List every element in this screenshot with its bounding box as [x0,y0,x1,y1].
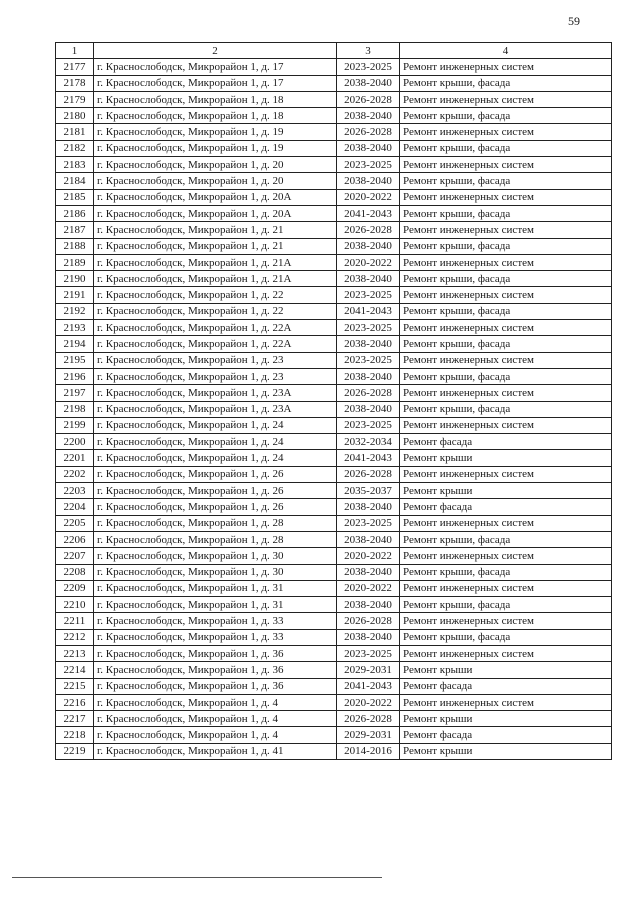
row-number: 2209 [56,580,94,596]
work-type-cell: Ремонт инженерных систем [400,222,612,238]
table-row [56,287,612,303]
row-number: 2188 [56,238,94,254]
row-number: 2218 [56,727,94,743]
period-cell: 2023-2025 [337,320,400,336]
period-cell: 2038-2040 [337,271,400,287]
work-type-cell: Ремонт фасада [400,434,612,450]
row-number: 2178 [56,75,94,91]
period-cell: 2020-2022 [337,580,400,596]
work-type-cell: Ремонт крыши, фасада [400,597,612,613]
address-cell: г. Краснослободск, Микрорайон 1, д. 24 [94,450,337,466]
work-type-cell: Ремонт крыши, фасада [400,108,612,124]
work-type-cell: Ремонт крыши, фасада [400,173,612,189]
row-number: 2190 [56,271,94,287]
work-type-cell: Ремонт крыши, фасада [400,336,612,352]
period-cell: 2038-2040 [337,108,400,124]
period-cell: 2029-2031 [337,727,400,743]
work-type-cell: Ремонт крыши, фасада [400,140,612,156]
table-row [56,743,612,759]
work-type-cell: Ремонт фасада [400,678,612,694]
period-cell: 2029-2031 [337,662,400,678]
table-row [56,401,612,417]
row-number: 2207 [56,548,94,564]
period-cell: 2038-2040 [337,238,400,254]
row-number: 2200 [56,434,94,450]
work-type-cell: Ремонт крыши, фасада [400,401,612,417]
row-number: 2194 [56,336,94,352]
period-cell: 2038-2040 [337,564,400,580]
row-number: 2205 [56,515,94,531]
address-cell: г. Краснослободск, Микрорайон 1, д. 22 [94,303,337,319]
column-header-number: 1 [56,43,94,59]
period-cell: 2035-2037 [337,483,400,499]
table-row [56,91,612,107]
table-row [56,645,612,661]
address-cell: г. Краснослободск, Микрорайон 1, д. 22А [94,320,337,336]
work-type-cell: Ремонт крыши, фасада [400,238,612,254]
work-type-cell: Ремонт инженерных систем [400,645,612,661]
row-number: 2183 [56,157,94,173]
row-number: 2199 [56,417,94,433]
period-cell: 2023-2025 [337,352,400,368]
row-number: 2185 [56,189,94,205]
period-cell: 2041-2043 [337,678,400,694]
column-header-period: 3 [337,43,400,59]
period-cell: 2041-2043 [337,205,400,221]
row-number: 2181 [56,124,94,140]
address-cell: г. Краснослободск, Микрорайон 1, д. 19 [94,124,337,140]
work-type-cell: Ремонт крыши, фасада [400,629,612,645]
period-cell: 2023-2025 [337,645,400,661]
period-cell: 2023-2025 [337,417,400,433]
row-number: 2211 [56,613,94,629]
row-number: 2186 [56,205,94,221]
work-type-cell: Ремонт инженерных систем [400,254,612,270]
table-row [56,352,612,368]
period-cell: 2041-2043 [337,450,400,466]
row-number: 2215 [56,678,94,694]
table-body [56,59,612,760]
work-type-cell: Ремонт крыши, фасада [400,75,612,91]
address-cell: г. Краснослободск, Микрорайон 1, д. 23 [94,352,337,368]
row-number: 2193 [56,320,94,336]
period-cell: 2026-2028 [337,466,400,482]
work-type-cell: Ремонт крыши [400,711,612,727]
address-cell: г. Краснослободск, Микрорайон 1, д. 36 [94,678,337,694]
work-type-cell: Ремонт инженерных систем [400,613,612,629]
period-cell: 2038-2040 [337,499,400,515]
row-number: 2198 [56,401,94,417]
period-cell: 2023-2025 [337,59,400,75]
period-cell: 2032-2034 [337,434,400,450]
period-cell: 2038-2040 [337,140,400,156]
address-cell: г. Краснослободск, Микрорайон 1, д. 17 [94,59,337,75]
row-number: 2217 [56,711,94,727]
table-row [56,336,612,352]
address-cell: г. Краснослободск, Микрорайон 1, д. 30 [94,564,337,580]
period-cell: 2020-2022 [337,694,400,710]
work-type-cell: Ремонт фасада [400,499,612,515]
address-cell: г. Краснослободск, Микрорайон 1, д. 18 [94,108,337,124]
period-cell: 2038-2040 [337,368,400,384]
address-cell: г. Краснослободск, Микрорайон 1, д. 23А [94,401,337,417]
table-row [56,678,612,694]
table-row [56,499,612,515]
table-row [56,613,612,629]
table-row [56,108,612,124]
table-row [56,531,612,547]
address-cell: г. Краснослободск, Микрорайон 1, д. 33 [94,629,337,645]
address-cell: г. Краснослободск, Микрорайон 1, д. 33 [94,613,337,629]
work-type-cell: Ремонт крыши, фасада [400,531,612,547]
address-cell: г. Краснослободск, Микрорайон 1, д. 21А [94,271,337,287]
table-row [56,368,612,384]
work-type-cell: Ремонт крыши [400,743,612,759]
table-row [56,59,612,75]
work-type-cell: Ремонт крыши, фасада [400,271,612,287]
row-number: 2203 [56,483,94,499]
work-type-cell: Ремонт инженерных систем [400,320,612,336]
table-row [56,124,612,140]
period-cell: 2020-2022 [337,548,400,564]
table-row [56,417,612,433]
work-type-cell: Ремонт инженерных систем [400,580,612,596]
work-type-cell: Ремонт инженерных систем [400,157,612,173]
table-row [56,629,612,645]
work-type-cell: Ремонт инженерных систем [400,385,612,401]
repair-schedule-table [55,42,612,760]
work-type-cell: Ремонт инженерных систем [400,694,612,710]
period-cell: 2038-2040 [337,75,400,91]
table-row [56,711,612,727]
row-number: 2204 [56,499,94,515]
row-number: 2189 [56,254,94,270]
row-number: 2195 [56,352,94,368]
address-cell: г. Краснослободск, Микрорайон 1, д. 26 [94,483,337,499]
work-type-cell: Ремонт крыши, фасада [400,205,612,221]
table-header-row [56,43,612,59]
table-row [56,483,612,499]
address-cell: г. Краснослободск, Микрорайон 1, д. 31 [94,580,337,596]
table-row [56,75,612,91]
row-number: 2197 [56,385,94,401]
period-cell: 2038-2040 [337,597,400,613]
work-type-cell: Ремонт крыши, фасада [400,564,612,580]
address-cell: г. Краснослободск, Микрорайон 1, д. 30 [94,548,337,564]
address-cell: г. Краснослободск, Микрорайон 1, д. 4 [94,694,337,710]
period-cell: 2026-2028 [337,222,400,238]
row-number: 2212 [56,629,94,645]
row-number: 2191 [56,287,94,303]
address-cell: г. Краснослободск, Микрорайон 1, д. 26 [94,499,337,515]
row-number: 2210 [56,597,94,613]
period-cell: 2038-2040 [337,401,400,417]
work-type-cell: Ремонт крыши, фасада [400,368,612,384]
period-cell: 2038-2040 [337,531,400,547]
table-row [56,205,612,221]
row-number: 2202 [56,466,94,482]
table-row [56,662,612,678]
column-header-address: 2 [94,43,337,59]
address-cell: г. Краснослободск, Микрорайон 1, д. 17 [94,75,337,91]
table-row [56,140,612,156]
table-row [56,385,612,401]
address-cell: г. Краснослободск, Микрорайон 1, д. 23А [94,385,337,401]
period-cell: 2023-2025 [337,287,400,303]
work-type-cell: Ремонт инженерных систем [400,59,612,75]
period-cell: 2041-2043 [337,303,400,319]
period-cell: 2026-2028 [337,711,400,727]
row-number: 2196 [56,368,94,384]
work-type-cell: Ремонт крыши [400,483,612,499]
work-type-cell: Ремонт инженерных систем [400,515,612,531]
period-cell: 2038-2040 [337,629,400,645]
table-row [56,189,612,205]
address-cell: г. Краснослободск, Микрорайон 1, д. 19 [94,140,337,156]
table-row [56,597,612,613]
row-number: 2177 [56,59,94,75]
table-row [56,238,612,254]
table-row [56,157,612,173]
table-row [56,434,612,450]
address-cell: г. Краснослободск, Микрорайон 1, д. 23 [94,368,337,384]
work-type-cell: Ремонт фасада [400,727,612,743]
row-number: 2219 [56,743,94,759]
table-row [56,222,612,238]
table-row [56,580,612,596]
work-type-cell: Ремонт крыши, фасада [400,303,612,319]
page-number: 59 [568,14,580,28]
period-cell: 2038-2040 [337,173,400,189]
address-cell: г. Краснослободск, Микрорайон 1, д. 22 [94,287,337,303]
period-cell: 2026-2028 [337,385,400,401]
work-type-cell: Ремонт инженерных систем [400,352,612,368]
row-number: 2184 [56,173,94,189]
table-row [56,694,612,710]
work-type-cell: Ремонт крыши [400,450,612,466]
address-cell: г. Краснослободск, Микрорайон 1, д. 22А [94,336,337,352]
period-cell: 2026-2028 [337,124,400,140]
table-row [56,173,612,189]
table-row [56,320,612,336]
work-type-cell: Ремонт инженерных систем [400,124,612,140]
work-type-cell: Ремонт крыши [400,662,612,678]
table-row [56,548,612,564]
row-number: 2214 [56,662,94,678]
row-number: 2201 [56,450,94,466]
work-type-cell: Ремонт инженерных систем [400,417,612,433]
address-cell: г. Краснослободск, Микрорайон 1, д. 21А [94,254,337,270]
address-cell: г. Краснослободск, Микрорайон 1, д. 20А [94,189,337,205]
period-cell: 2026-2028 [337,613,400,629]
table-row [56,564,612,580]
period-cell: 2014-2016 [337,743,400,759]
address-cell: г. Краснослободск, Микрорайон 1, д. 4 [94,711,337,727]
address-cell: г. Краснослободск, Микрорайон 1, д. 4 [94,727,337,743]
address-cell: г. Краснослободск, Микрорайон 1, д. 18 [94,91,337,107]
address-cell: г. Краснослободск, Микрорайон 1, д. 36 [94,645,337,661]
period-cell: 2026-2028 [337,91,400,107]
row-number: 2182 [56,140,94,156]
period-cell: 2023-2025 [337,515,400,531]
address-cell: г. Краснослободск, Микрорайон 1, д. 28 [94,531,337,547]
work-type-cell: Ремонт инженерных систем [400,466,612,482]
work-type-cell: Ремонт инженерных систем [400,189,612,205]
table-row [56,254,612,270]
table-row [56,466,612,482]
row-number: 2187 [56,222,94,238]
address-cell: г. Краснослободск, Микрорайон 1, д. 24 [94,434,337,450]
address-cell: г. Краснослободск, Микрорайон 1, д. 26 [94,466,337,482]
work-type-cell: Ремонт инженерных систем [400,548,612,564]
work-type-cell: Ремонт инженерных систем [400,91,612,107]
address-cell: г. Краснослободск, Микрорайон 1, д. 36 [94,662,337,678]
row-number: 2180 [56,108,94,124]
address-cell: г. Краснослободск, Микрорайон 1, д. 28 [94,515,337,531]
address-cell: г. Краснослободск, Микрорайон 1, д. 20А [94,205,337,221]
row-number: 2179 [56,91,94,107]
period-cell: 2023-2025 [337,157,400,173]
address-cell: г. Краснослободск, Микрорайон 1, д. 41 [94,743,337,759]
address-cell: г. Краснослободск, Микрорайон 1, д. 24 [94,417,337,433]
table-row [56,515,612,531]
address-cell: г. Краснослободск, Микрорайон 1, д. 20 [94,157,337,173]
row-number: 2208 [56,564,94,580]
column-header-work-type: 4 [400,43,612,59]
row-number: 2192 [56,303,94,319]
address-cell: г. Краснослободск, Микрорайон 1, д. 21 [94,222,337,238]
period-cell: 2038-2040 [337,336,400,352]
table-row [56,303,612,319]
period-cell: 2020-2022 [337,254,400,270]
row-number: 2216 [56,694,94,710]
work-type-cell: Ремонт инженерных систем [400,287,612,303]
footer-divider [12,877,382,878]
address-cell: г. Краснослободск, Микрорайон 1, д. 20 [94,173,337,189]
table-row [56,727,612,743]
table-row [56,271,612,287]
period-cell: 2020-2022 [337,189,400,205]
address-cell: г. Краснослободск, Микрорайон 1, д. 31 [94,597,337,613]
address-cell: г. Краснослободск, Микрорайон 1, д. 21 [94,238,337,254]
row-number: 2206 [56,531,94,547]
table-row [56,450,612,466]
row-number: 2213 [56,645,94,661]
